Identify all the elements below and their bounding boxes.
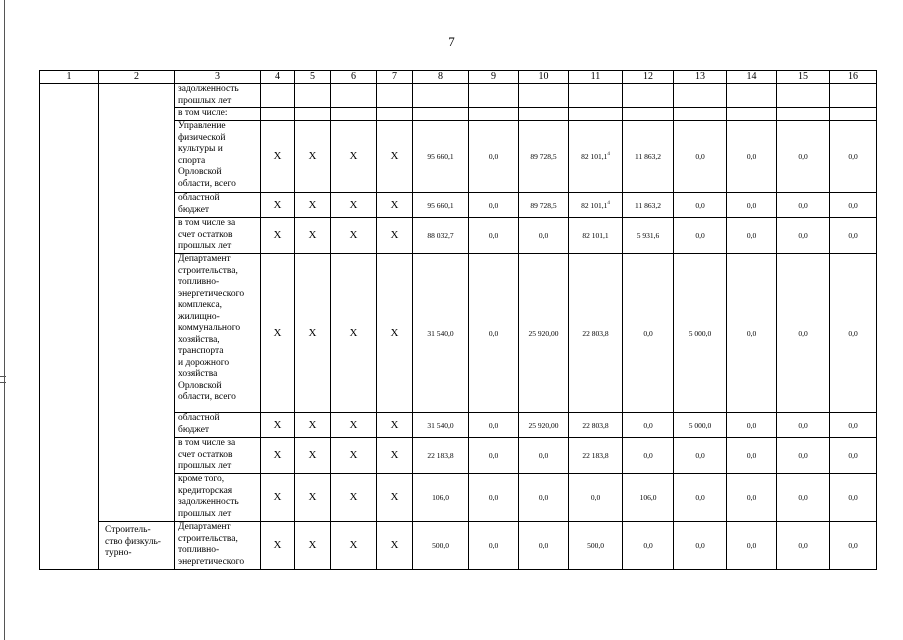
header-cell: 11 — [569, 71, 623, 84]
value-cell: 0,0 — [727, 413, 777, 438]
value-cell: 0,0 — [777, 522, 830, 570]
row-name-cell: в том числе: — [175, 108, 261, 121]
cell-col1-merged — [40, 84, 99, 570]
marker-cell: X — [261, 522, 295, 570]
marker-cell: X — [377, 413, 413, 438]
value-cell: 22 803,8 — [569, 254, 623, 413]
value-cell: 0,0 — [830, 218, 877, 254]
marker-cell: X — [261, 218, 295, 254]
value-cell — [569, 84, 623, 108]
value-cell: 0,0 — [469, 218, 519, 254]
marker-cell — [295, 108, 331, 121]
value-cell: 0,0 — [674, 193, 727, 218]
row-name-cell: кроме того, кредиторская задолженность прошлых лет — [175, 474, 261, 522]
value-cell: 0,0 — [569, 474, 623, 522]
value-cell: 0,0 — [830, 474, 877, 522]
marker-cell: X — [377, 193, 413, 218]
value-cell: 0,0 — [674, 438, 727, 474]
value-cell: 25 920,00 — [519, 254, 569, 413]
value-cell: 89 728,5 — [519, 121, 569, 193]
value-cell: 88 032,7 — [413, 218, 469, 254]
value-cell: 0,0 — [830, 121, 877, 193]
marker-cell: X — [261, 254, 295, 413]
value-cell: 5 931,6 — [623, 218, 674, 254]
marker-cell: X — [331, 474, 377, 522]
marker-cell: X — [295, 474, 331, 522]
header-cell: 15 — [777, 71, 830, 84]
marker-cell: X — [377, 522, 413, 570]
value-cell: 0,0 — [674, 474, 727, 522]
header-cell: 7 — [377, 71, 413, 84]
marker-cell: X — [295, 218, 331, 254]
marker-cell: X — [261, 438, 295, 474]
value-cell: 22 183,8 — [569, 438, 623, 474]
value-cell: 0,0 — [830, 438, 877, 474]
value-cell: 0,0 — [777, 438, 830, 474]
left-margin-tick — [0, 382, 6, 383]
marker-cell — [261, 84, 295, 108]
value-cell: 0,0 — [777, 121, 830, 193]
marker-cell: X — [377, 121, 413, 193]
header-cell: 14 — [727, 71, 777, 84]
value-cell — [623, 84, 674, 108]
value-cell: 0,0 — [830, 413, 877, 438]
row-name-cell: в том числе за счет остатков прошлых лет — [175, 438, 261, 474]
value-cell: 0,0 — [727, 218, 777, 254]
value-cell — [519, 84, 569, 108]
marker-cell: X — [331, 413, 377, 438]
cell-col2-merged — [99, 84, 175, 522]
marker-cell: X — [295, 413, 331, 438]
value-cell: 0,0 — [519, 474, 569, 522]
value-cell: 31 540,0 — [413, 413, 469, 438]
marker-cell: X — [377, 254, 413, 413]
value-cell: 25 920,00 — [519, 413, 569, 438]
value-cell: 0,0 — [777, 254, 830, 413]
marker-cell — [261, 108, 295, 121]
cell-col2: Строитель- ство физкуль- турно- — [99, 522, 175, 570]
value-cell: 0,0 — [519, 522, 569, 570]
row-name-cell: в том числе за счет остатков прошлых лет — [175, 218, 261, 254]
marker-cell: X — [331, 522, 377, 570]
value-cell: 95 660,1 — [413, 121, 469, 193]
header-cell: 9 — [469, 71, 519, 84]
page-number: 7 — [448, 34, 455, 49]
value-cell — [469, 84, 519, 108]
marker-cell: X — [331, 218, 377, 254]
value-cell: 5 000,0 — [674, 254, 727, 413]
value-cell: 5 000,0 — [674, 413, 727, 438]
budget-table — [39, 70, 877, 570]
value-cell: 0,0 — [469, 193, 519, 218]
row-name-cell: задолженность прошлых лет — [175, 84, 261, 108]
header-cell: 2 — [99, 71, 175, 84]
marker-cell: X — [261, 193, 295, 218]
row-name-cell: областной бюджет — [175, 413, 261, 438]
footnote-marker: 4 — [607, 200, 610, 206]
marker-cell: X — [295, 522, 331, 570]
value-cell: 0,0 — [519, 438, 569, 474]
marker-cell: X — [377, 438, 413, 474]
value-cell: 0,0 — [674, 522, 727, 570]
value-cell: 89 728,5 — [519, 193, 569, 218]
value-cell — [830, 84, 877, 108]
value-cell: 0,0 — [830, 193, 877, 218]
value-cell: 0,0 — [777, 193, 830, 218]
marker-cell — [377, 84, 413, 108]
header-cell: 12 — [623, 71, 674, 84]
value-cell — [674, 84, 727, 108]
marker-cell — [295, 84, 331, 108]
value-cell — [413, 84, 469, 108]
value-cell: 0,0 — [727, 254, 777, 413]
table-body — [40, 71, 877, 570]
value-cell: 31 540,0 — [413, 254, 469, 413]
value-cell — [777, 84, 830, 108]
marker-cell: X — [295, 254, 331, 413]
value-cell: 0,0 — [519, 218, 569, 254]
value-cell — [413, 108, 469, 121]
header-cell: 10 — [519, 71, 569, 84]
footnote-marker: 4 — [607, 152, 610, 157]
value-cell: 0,0 — [830, 522, 877, 570]
value-cell — [519, 108, 569, 121]
value-cell — [727, 108, 777, 121]
value-cell: 0,0 — [469, 438, 519, 474]
value-cell: 0,0 — [727, 121, 777, 193]
marker-cell — [331, 108, 377, 121]
marker-cell: X — [331, 438, 377, 474]
value-cell: 0,0 — [727, 193, 777, 218]
value-cell: 0,0 — [469, 254, 519, 413]
marker-cell: X — [295, 193, 331, 218]
value-cell: 106,0 — [413, 474, 469, 522]
value-cell: 0,0 — [830, 254, 877, 413]
value-cell — [469, 108, 519, 121]
value-cell: 0,0 — [777, 474, 830, 522]
header-cell: 13 — [674, 71, 727, 84]
value-cell: 22 183,8 — [413, 438, 469, 474]
header-cell: 16 — [830, 71, 877, 84]
value-cell: 0,0 — [623, 522, 674, 570]
value-cell: 500,0 — [413, 522, 469, 570]
value-cell — [674, 108, 727, 121]
value-cell — [830, 108, 877, 121]
value-cell: 11 863,2 — [623, 121, 674, 193]
value-cell: 95 660,1 — [413, 193, 469, 218]
header-cell: 3 — [175, 71, 261, 84]
value-cell: 22 803,8 — [569, 413, 623, 438]
row-name-cell: областной бюджет — [175, 193, 261, 218]
value-cell: 500,0 — [569, 522, 623, 570]
header-cell: 1 — [40, 71, 99, 84]
value-cell: 0,0 — [727, 522, 777, 570]
marker-cell: X — [331, 254, 377, 413]
value-cell: 0,0 — [469, 121, 519, 193]
value-cell: 82 101,1$^4$ — [569, 121, 623, 193]
value-cell: 82 101,1$^4$ — [569, 193, 623, 218]
value-cell: 0,0 — [469, 522, 519, 570]
value-cell: 82 101,1 — [569, 218, 623, 254]
value-cell: 0,0 — [623, 254, 674, 413]
left-margin-line — [4, 0, 5, 640]
marker-cell: X — [261, 121, 295, 193]
value-cell — [727, 84, 777, 108]
value-cell: 11 863,2 — [623, 193, 674, 218]
value-cell: 0,0 — [469, 474, 519, 522]
table-row — [40, 84, 877, 108]
value-cell — [623, 108, 674, 121]
marker-cell — [377, 108, 413, 121]
value-cell: 0,0 — [623, 413, 674, 438]
table-row — [40, 522, 877, 570]
value-cell: 0,0 — [727, 438, 777, 474]
left-margin-tick — [0, 376, 6, 377]
value-cell: 0,0 — [469, 413, 519, 438]
header-cell: 8 — [413, 71, 469, 84]
marker-cell: X — [377, 218, 413, 254]
value-cell: 0,0 — [727, 474, 777, 522]
row-name-cell: Департамент строительства, топливно- энергетического — [175, 522, 261, 570]
marker-cell: X — [331, 193, 377, 218]
marker-cell: X — [377, 474, 413, 522]
row-name-cell: Управление физической культуры и спорта Орловской области, всего — [175, 121, 261, 193]
header-cell: 5 — [295, 71, 331, 84]
value-cell: 0,0 — [674, 218, 727, 254]
value-cell: 106,0 — [623, 474, 674, 522]
header-row — [40, 71, 877, 84]
marker-cell — [331, 84, 377, 108]
row-name-cell: Департамент строительства, топливно- энергетического комплекса, жилищно- коммунального хозяйства, транспорта и дорожного хозяйства Орловской области, всего — [175, 254, 261, 413]
marker-cell: X — [295, 438, 331, 474]
value-cell: 0,0 — [777, 413, 830, 438]
value-cell: 0,0 — [674, 121, 727, 193]
header-cell: 4 — [261, 71, 295, 84]
marker-cell: X — [295, 121, 331, 193]
marker-cell: X — [331, 121, 377, 193]
marker-cell: X — [261, 474, 295, 522]
value-cell — [777, 108, 830, 121]
value-cell — [569, 108, 623, 121]
header-cell: 6 — [331, 71, 377, 84]
marker-cell: X — [261, 413, 295, 438]
value-cell: 0,0 — [623, 438, 674, 474]
value-cell: 0,0 — [777, 218, 830, 254]
